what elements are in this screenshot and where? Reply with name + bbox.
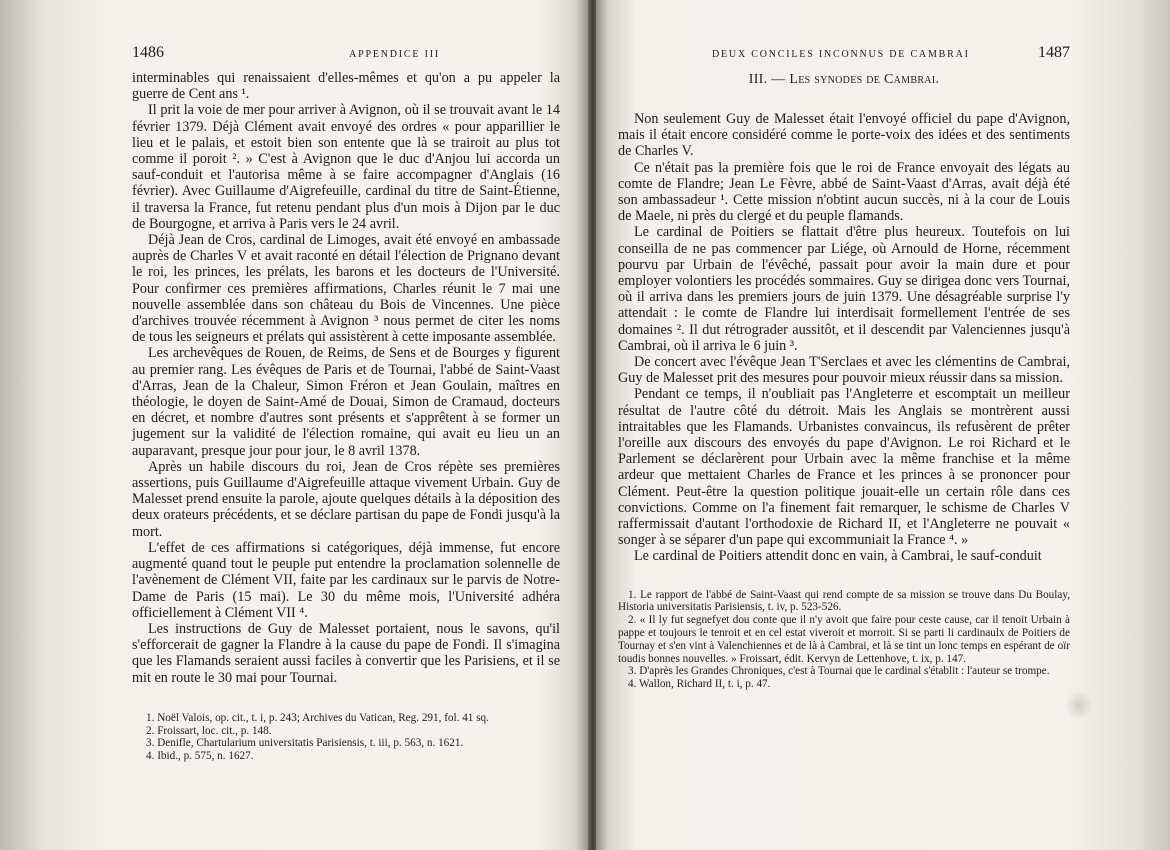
- footnote: 4. Wallon, Richard II, t. i, p. 47.: [628, 678, 771, 691]
- running-header: [618, 44, 1070, 62]
- page-number: 1487: [1038, 44, 1070, 61]
- paper-stain: [1065, 690, 1093, 720]
- footnote: 2. Froissart, loc. cit., p. 148.: [146, 724, 272, 737]
- running-header: [132, 44, 560, 62]
- section-title: III. — Les synodes de Cambrai.: [748, 72, 940, 87]
- paragraph: Les instructions de Guy de Malesset portaient, nous le savons, qu'il s'efforcerait de gagner la Flandre à la cause du pape de Fondi. Il s'imagina que les Flamands seraient aussi faciles à convertir que les Parisiens, et il se mit en route le 30 mai pour Tournai.: [132, 620, 560, 686]
- paragraph: Pendant ce temps, il n'oubliait pas l'Angleterre et escomptait un meilleur résultat de l'autre côté du détroit. Mais les Anglais se montrèrent aussi intraitables que les Flamands. Urbanistes convaincus, ils refusèrent de prêter l'oreille aux discours des envoyés du pape d'Avignon. Le roi Richard et le Parlement se déclarèrent pour Urbain avec la même franchise et la même ardeur que mettaient Charles de France et les princes à se prononcer pour Clément. Peut-être la question politique jouait-elle un certain rôle dans ces convictions. Comme on l'a finement fait remarquer, le schisme de Charles V raffermissait d'autant l'orthodoxie de Richard II, et l'Angleterre ne pouvait « songer à se séparer d'un pape qui excommuniait la France ⁴. »: [618, 386, 1070, 549]
- page-number: 1486: [132, 44, 164, 61]
- running-title: DEUX CONCILES INCONNUS DE CAMBRAI: [712, 49, 970, 60]
- footnote-separator: [618, 565, 1070, 589]
- paragraph: Il prit la voie de mer pour arriver à Avignon, où il se trouvait avant le 14 février 1379. Déjà Clément avait envoyé des ordres « pour apparillier le lieu et le palais, et estoit bien son entente que là se trairoit au plus tot comme il poroit ². » C'est à Avignon que le duc d'Anjou lui accorda un sauf-conduit et l'autorisa même à se faire accompagner d'Anglais (16 février). Avec Guillaume d'Aigrefeuille, cardinal du titre de Saint-Étienne, il traversa la France, fut retenu pendant plus d'un mois à Dijon par le duc de Bourgogne, et arriva à Paris vers le 24 avril.: [132, 102, 560, 232]
- paragraph: Ce n'était pas la première fois que le roi de France envoyait des légats au comte de Flandre; Jean Le Fèvre, abbé de Saint-Vaast d'Arras, avait déjà été son ambassadeur ¹. Cette mission n'obtint aucun succès, ni à la cour de Louis de Maele, ni près du clergé et du peuple flamands.: [618, 159, 1070, 225]
- paragraph: Déjà Jean de Cros, cardinal de Limoges, avait été envoyé en ambassade auprès de Charles V et avait raconté en détail l'élection de Prignano devant le roi, les princes, les prélats, les barons et les docteurs de l'Université. Pour confirmer ces premières affirmations, Charles réunit le 7 mai une nouvelle assemblée dans son château du Bois de Vincennes. Une pièce d'archives trouvée récemment à Avignon ³ nous permet de citer les noms de tous les seigneurs et prélats qui assistèrent à cette imposante assemblée.: [132, 232, 560, 346]
- body-text: [618, 111, 1070, 565]
- footnote: 1. Le rapport de l'abbé de Saint-Vaast qui rend compte de sa mission se trouve dans Du Boulay, Historia universitatis Parisiensis, t. iv, p. 523-526.: [618, 588, 1070, 614]
- paragraph: Le cardinal de Poitiers attendit donc en vain, à Cambrai, le sauf-conduit: [634, 548, 1042, 565]
- footnote: 3. Denifle, Chartularium universitatis Parisiensis, t. iii, p. 563, n. 1621.: [146, 737, 464, 750]
- footnote: 3. D'après les Grandes Chroniques, c'est à Tournai que le cardinal s'établit : l'auteur se trompe.: [628, 665, 1050, 678]
- body-text: [132, 70, 560, 686]
- footnote-separator: [132, 686, 560, 712]
- footnote: 1. Noël Valois, op. cit., t. i, p. 243; Archives du Vatican, Reg. 291, fol. 41 sq.: [146, 711, 489, 724]
- paragraph: interminables qui renaissaient d'elles-mêmes et qu'on a pu appeler la guerre de Cent ans ¹.: [132, 70, 560, 103]
- footnotes: [132, 712, 560, 763]
- paragraph: Les archevêques de Rouen, de Reims, de Sens et de Bourges y figurent au premier rang. Les évêques de Paris et de Tournai, l'abbé de Saint-Vaast d'Arras, Jean de la Chaleur, Simon Fréron et Jean Goulain, maîtres en théologie, le doyen de Saint-Amé de Douai, Simon de Cramaud, docteurs en décret, et nombre d'autres sont présents et s'apprêtent à se former un jugement sur la validité de l'élection romaine, qui avait eu lieu un an auparavant, presque jour pour jour, le 8 avril 1378.: [132, 345, 560, 459]
- footnotes: [618, 589, 1070, 691]
- footnote: 4. Ibid., p. 575, n. 1627.: [146, 750, 254, 763]
- right-page: [596, 0, 1170, 850]
- paragraph: L'effet de ces affirmations si catégoriques, déjà immense, fut encore augmenté quand tout le peuple put entendre la proclamation solennelle de l'avènement de Clément VII, faite par les cardinaux sur le parvis de Notre-Dame de Paris (15 mai). Le 30 du même mois, l'Université adhéra officiellement à Clément VII ⁴.: [132, 539, 560, 621]
- running-title: APPENDICE III: [349, 49, 440, 60]
- paragraph: De concert avec l'évêque Jean T'Serclaes et avec les clémentins de Cambrai, Guy de Malesset prit des mesures pour pouvoir mieux réussir dans sa mission.: [618, 354, 1070, 387]
- footnote: 2. « Il ly fut segnefyet dou conte que il n'y avoit que faire pour ceste cause, car il tenoit Urbain à pappe et toujours le tenroit et en cel estat viveroit et morroit. Si se parti li cardinaulx de Poitiers de Tournay et s'en vint à Valenchiennes et de là à Cambrai, et là se tint un lonc temps en espérant de oïr toudis bonnes nouvelles. » Froissart, édit. Kervyn de Lettenhove, t. ix, p. 147.: [618, 614, 1070, 665]
- paragraph: Après un habile discours du roi, Jean de Cros répète ses premières assertions, puis Guillaume d'Aigrefeuille attaque vivement Urbain. Guy de Malesset prend ensuite la parole, ajoute quelques détails à la déposition des deux orateurs précédents, et se déclare partisan du pape de Fondi jusqu'à la mort.: [132, 458, 560, 540]
- paragraph: Non seulement Guy de Malesset était l'envoyé officiel du pape d'Avignon, mais il était encore considéré comme le porte-voix des idées et des sentiments de Charles V.: [618, 111, 1070, 160]
- paragraph: Le cardinal de Poitiers se flattait d'être plus heureux. Toutefois on lui conseilla de ne pas commencer par Liége, où Arnould de Horne, récemment pourvu par Urbain de l'évêché, passait pour avoir la main dure et pour employer volontiers les procédés sommaires. Guy se dirigea donc vers Tournai, où il arriva dans les premiers jours de juin 1379. Une désagréable surprise l'y attendait : le comte de Flandre lui interdisait formellement l'entrée de ses domaines ². Il dut rétrograder aussitôt, et il descendit par Valenciennes jusqu'à Cambrai, où il arriva le 6 juin ³.: [618, 224, 1070, 354]
